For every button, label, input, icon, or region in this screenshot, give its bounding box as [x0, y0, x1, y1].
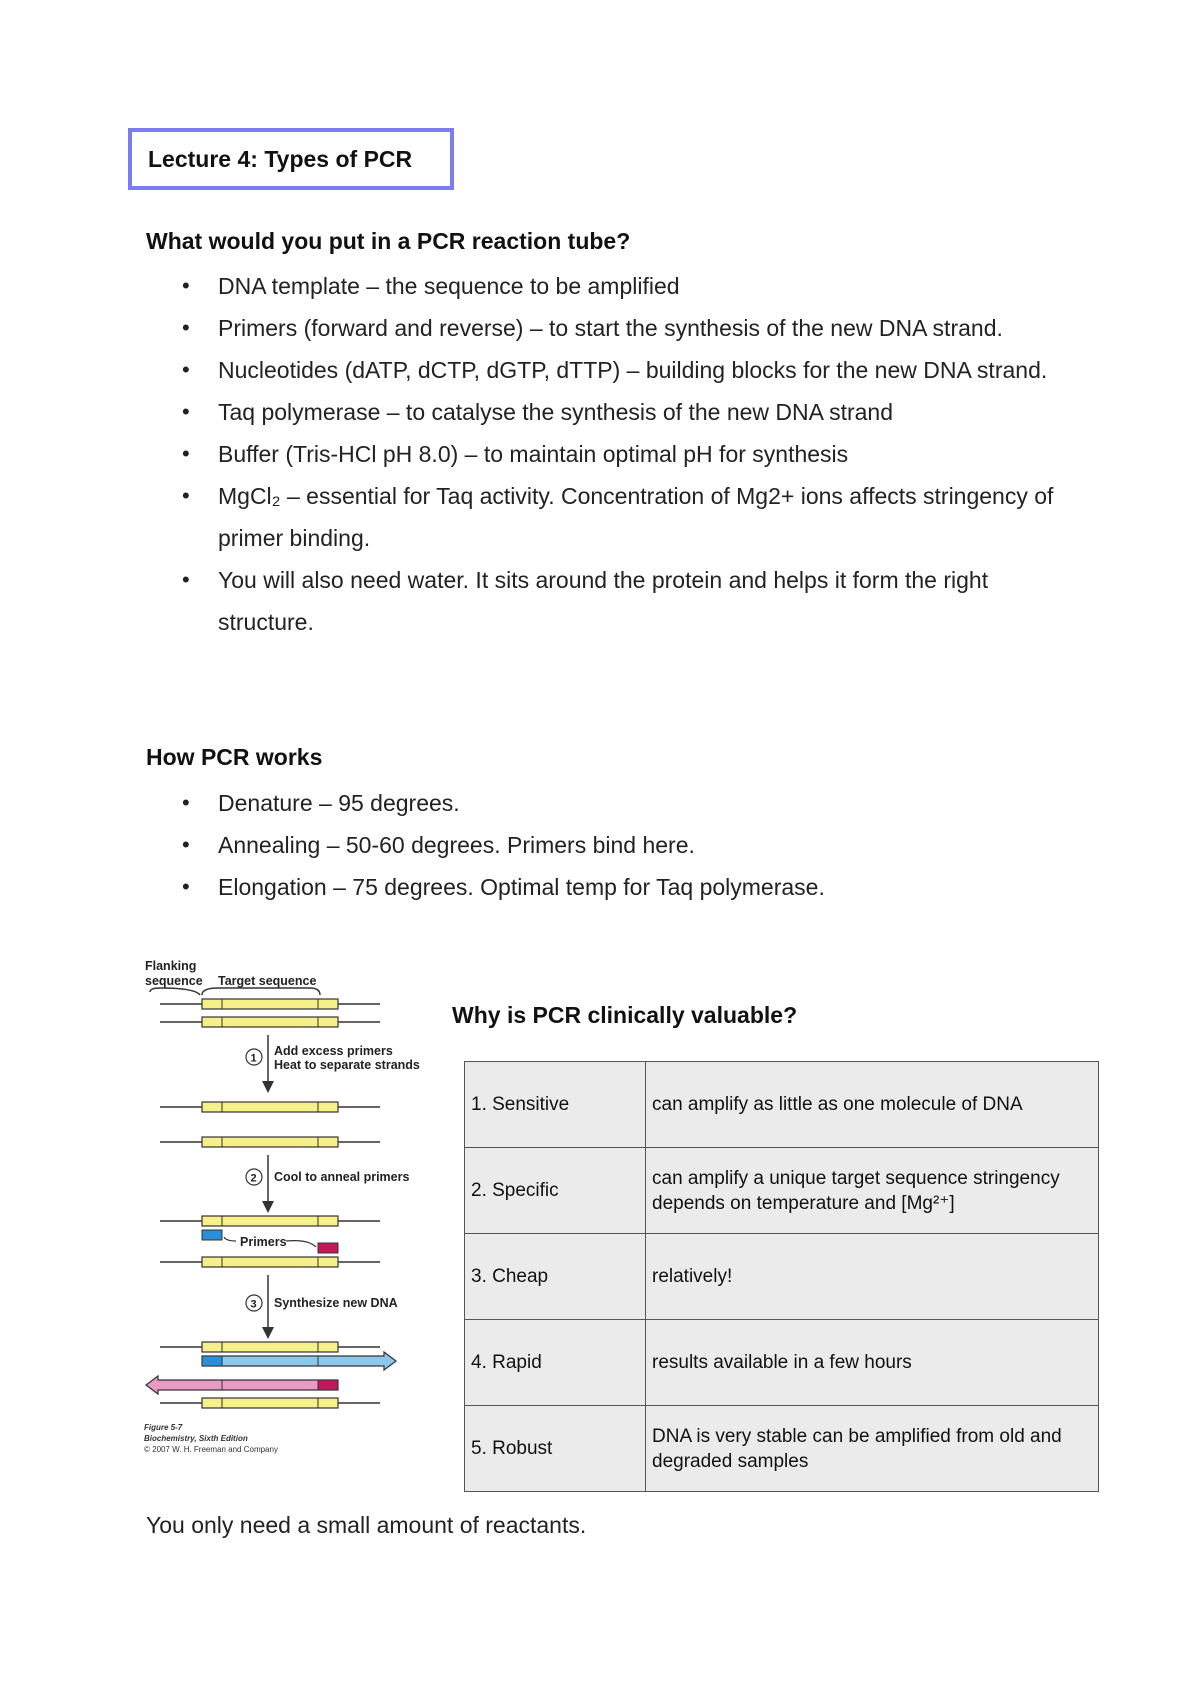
- step3-label: Synthesize new DNA: [274, 1296, 398, 1310]
- flanking-label-1: Flanking: [145, 959, 197, 973]
- reaction-tube-list: [146, 265, 1076, 643]
- table-cell-label: 3. Cheap: [465, 1234, 646, 1320]
- figure-caption-copyright: © 2007 W. H. Freeman and Company: [144, 1445, 278, 1454]
- table-cell-label: 2. Specific: [465, 1148, 646, 1234]
- list-item: • Denature – 95 degrees.: [146, 782, 1076, 824]
- list-item: • Buffer (Tris-HCl pH 8.0) – to maintain optimal pH for synthesis: [146, 433, 1076, 475]
- figure-caption-number: Figure 5-7: [144, 1423, 183, 1432]
- dna-new-synthesis: [146, 1342, 396, 1408]
- step1-number: 1: [250, 1052, 257, 1065]
- flanking-label-2: sequence: [145, 974, 203, 988]
- new-strand-reverse: [146, 1376, 338, 1394]
- clinical-value-table: [464, 1061, 1099, 1492]
- list-item: • MgCl₂ – essential for Taq activity. Concentration of Mg2+ ions affects stringency of primer binding.: [146, 475, 1076, 559]
- step1-label-line2: Heat to separate strands: [274, 1058, 420, 1072]
- figure-caption-book: Biochemistry, Sixth Edition: [144, 1434, 248, 1443]
- dna-strands-separated: [160, 1102, 380, 1147]
- flanking-brace: [150, 988, 200, 995]
- table-cell-desc: results available in a few hours: [646, 1320, 1099, 1406]
- table-cell-desc: can amplify a unique target sequence stringency depends on temperature and [Mg²⁺]: [646, 1148, 1099, 1234]
- target-sequence-label: Target sequence: [218, 974, 317, 988]
- table-cell-desc: can amplify as little as one molecule of DNA: [646, 1062, 1099, 1148]
- table-row: [465, 1320, 1099, 1406]
- table-cell-desc: DNA is very stable can be amplified from old and degraded samples: [646, 1406, 1099, 1492]
- list-item: • Annealing – 50-60 degrees. Primers bind here.: [146, 824, 1076, 866]
- primers-label: Primers: [240, 1235, 287, 1249]
- list-item: • Taq polymerase – to catalyse the synthesis of the new DNA strand: [146, 391, 1076, 433]
- list-item: • You will also need water. It sits around the protein and helps it form the right structure.: [146, 559, 1076, 643]
- page-title: Lecture 4: Types of PCR: [148, 145, 413, 172]
- table-cell-label: 1. Sensitive: [465, 1062, 646, 1148]
- step2-label: Cool to anneal primers: [274, 1170, 410, 1184]
- reverse-primer: [318, 1243, 338, 1253]
- table-row: [465, 1406, 1099, 1492]
- forward-primer: [202, 1230, 222, 1240]
- list-item: • Nucleotides (dATP, dCTP, dGTP, dTTP) – building blocks for the new DNA strand.: [146, 349, 1076, 391]
- page-title-box: [128, 128, 454, 190]
- list-item: • Primers (forward and reverse) – to start the synthesis of the new DNA strand.: [146, 307, 1076, 349]
- dna-duplex-initial: [160, 999, 380, 1027]
- list-item: • DNA template – the sequence to be amplified: [146, 265, 1076, 307]
- section-heading-clinical: Why is PCR clinically valuable?: [452, 1002, 798, 1028]
- section-heading-reaction-tube: What would you put in a PCR reaction tube?: [146, 228, 631, 254]
- footer-note: You only need a small amount of reactants.: [146, 1512, 587, 1538]
- table-cell-label: 4. Rapid: [465, 1320, 646, 1406]
- table-cell-desc: relatively!: [646, 1234, 1099, 1320]
- how-pcr-works-list: [146, 782, 1076, 908]
- table-cell-label: 5. Robust: [465, 1406, 646, 1492]
- new-strand-forward: [202, 1352, 396, 1370]
- table-row: [465, 1234, 1099, 1320]
- step2-number: 2: [250, 1172, 257, 1185]
- table-row: [465, 1148, 1099, 1234]
- pcr-diagram: [140, 955, 440, 1475]
- table-row: [465, 1062, 1099, 1148]
- target-brace: [202, 988, 320, 995]
- list-item: • Elongation – 75 degrees. Optimal temp for Taq polymerase.: [146, 866, 1076, 908]
- step1-label-line1: Add excess primers: [274, 1044, 393, 1058]
- step3-number: 3: [250, 1298, 257, 1311]
- section-heading-how-pcr-works: How PCR works: [146, 744, 323, 770]
